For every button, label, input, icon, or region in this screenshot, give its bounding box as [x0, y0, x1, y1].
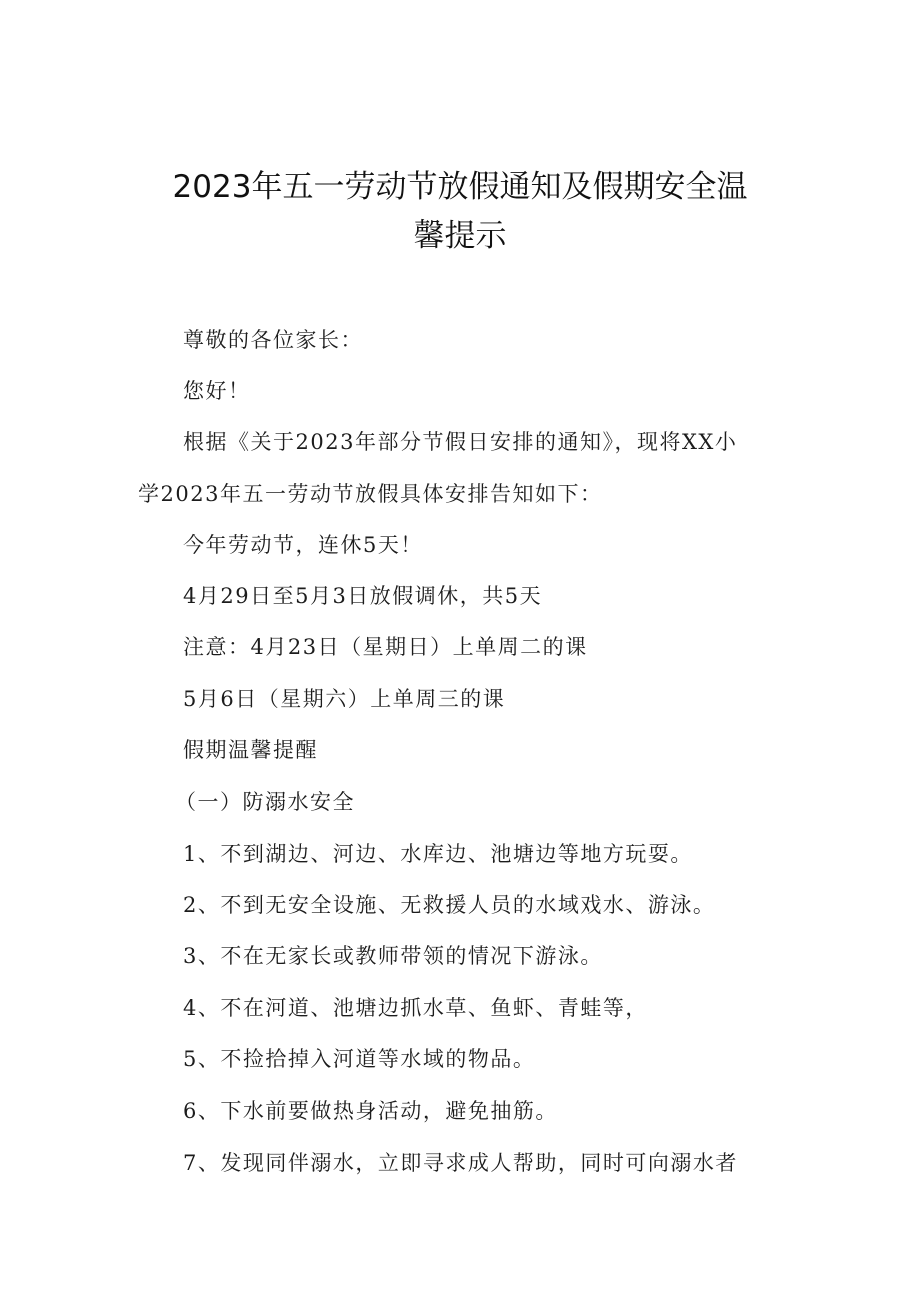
greeting: 您好！ [183, 379, 251, 403]
section-heading-reminders: 假期温馨提醒 [183, 738, 318, 762]
list-item: 2、不到无安全设施、无救援人员的水域戏水、游泳。 [183, 893, 716, 917]
list-item: 6、下水前要做热身活动，避免抽筋。 [183, 1099, 558, 1123]
list-item: 5、不捡拾掉入河道等水域的物品。 [183, 1047, 536, 1071]
makeup-class-note-1: 注意：4月23日（星期日）上单周二的课 [183, 635, 588, 659]
document-title-line-2: 馨提示 [413, 218, 507, 254]
list-item: 7、发现同伴溺水，立即寻求成人帮助，同时可向溺水者 [183, 1151, 738, 1175]
salutation: 尊敬的各位家长： [183, 328, 363, 352]
document-title-line-1: 2023年五一劳动节放假通知及假期安全温 [172, 169, 748, 205]
list-item: 1、不到湖边、河边、水库边、池塘边等地方玩耍。 [183, 842, 693, 866]
intro-paragraph-line-1: 根据《关于2023年部分节假日安排的通知》，现将XX小 [183, 430, 738, 454]
list-item: 3、不在无家长或教师带领的情况下游泳。 [183, 944, 603, 968]
holiday-summary: 今年劳动节，连休5天！ [183, 533, 423, 557]
subsection-heading-drowning: （一）防溺水安全 [175, 790, 355, 814]
holiday-dates: 4月29日至5月3日放假调休，共5天 [183, 584, 543, 608]
list-item: 4、不在河道、池塘边抓水草、鱼虾、青蛙等， [183, 996, 648, 1020]
makeup-class-note-2: 5月6日（星期六）上单周三的课 [183, 687, 506, 711]
intro-paragraph-line-2: 学2023年五一劳动节放假具体安排告知如下： [138, 482, 603, 506]
